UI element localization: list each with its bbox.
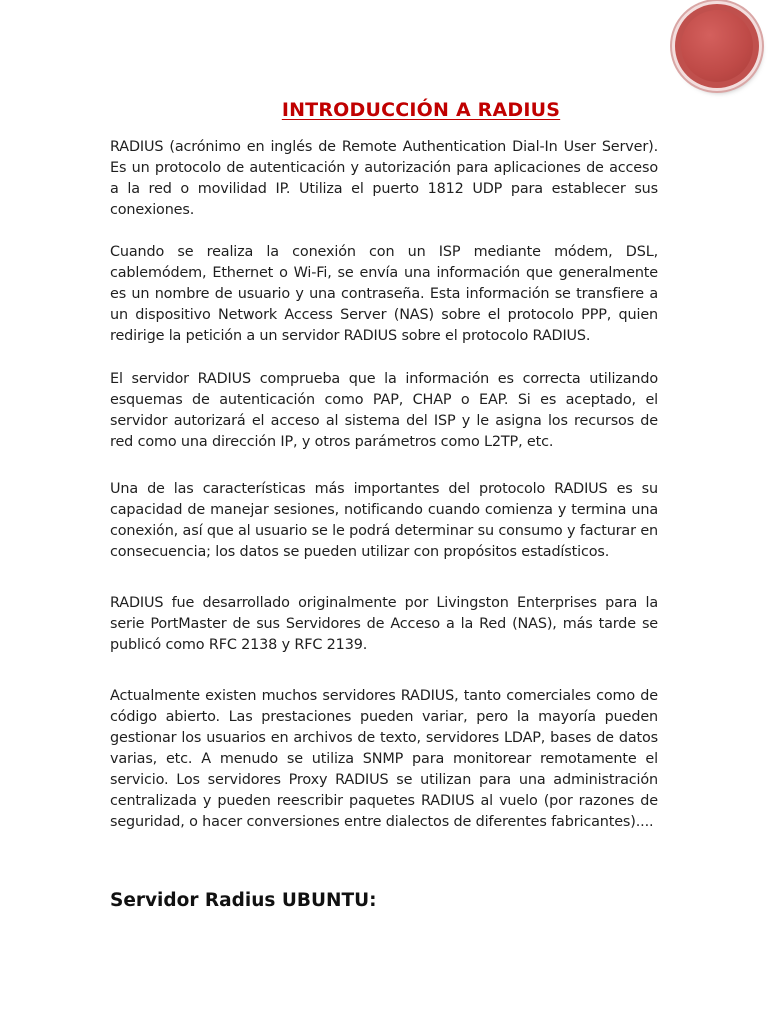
decorative-red-circle-inner xyxy=(681,10,753,82)
paragraph-servers: Actualmente existen muchos servidores RADIUS, tanto comerciales como de código abierto. Las prestaciones pueden variar, pero la mayoría pueden gestionar los usuarios en archivos de texto, servidores LDAP, bases de datos varias, etc. A menudo se utiliza SNMP para monitorear remotamente el servicio. Los servidores Proxy RADIUS se utilizan para una administración centralizada y pueden reescribir paquetes RADIUS al vuelo (por razones de seguridad, o hacer conversiones entre dialectos de diferentes fabricantes).... xyxy=(110,688,658,830)
paragraph-connection: Cuando se realiza la conexión con un ISP mediante módem, DSL, cablemódem, Ethernet o Wi-Fi, se envía una información que generalmente es un nombre de usuario y una contraseña. Esta información se transfiere a un dispositivo Network Access Server (NAS) sobre el protocolo PPP, quien redirige la petición a un servidor RADIUS sobre el protocolo RADIUS. xyxy=(110,244,658,344)
paragraph-authentication: El servidor RADIUS comprueba que la información es correcta utilizando esquemas de autenticación como PAP, CHAP o EAP. Si es aceptado, el servidor autorizará el acceso al sistema del ISP y le asigna los recursos de red como una dirección IP, y otros parámetros como L2TP, etc. xyxy=(110,371,658,450)
page-title: INTRODUCCIÓN A RADIUS xyxy=(281,98,561,121)
decorative-red-circle xyxy=(675,4,759,88)
paragraph-sessions: Una de las características más importantes del protocolo RADIUS es su capacidad de manejar sesiones, notificando cuando comienza y termina una conexión, así que al usuario se le podrá determinar su consumo y facturar en consecuencia; los datos se pueden utilizar con propósitos estadísticos. xyxy=(110,481,658,560)
section-heading-ubuntu: Servidor Radius UBUNTU: xyxy=(110,890,377,911)
paragraph-history: RADIUS fue desarrollado originalmente por Livingston Enterprises para la serie PortMaster de sus Servidores de Acceso a la Red (NAS), más tarde se publicó como RFC 2138 y RFC 2139. xyxy=(110,595,658,653)
paragraph-definition: RADIUS (acrónimo en inglés de Remote Authentication Dial-In User Server). Es un protocolo de autenticación y autorización para aplicaciones de acceso a la red o movilidad IP. Utiliza el puerto 1812 UDP para establecer sus conexiones. xyxy=(110,139,658,218)
